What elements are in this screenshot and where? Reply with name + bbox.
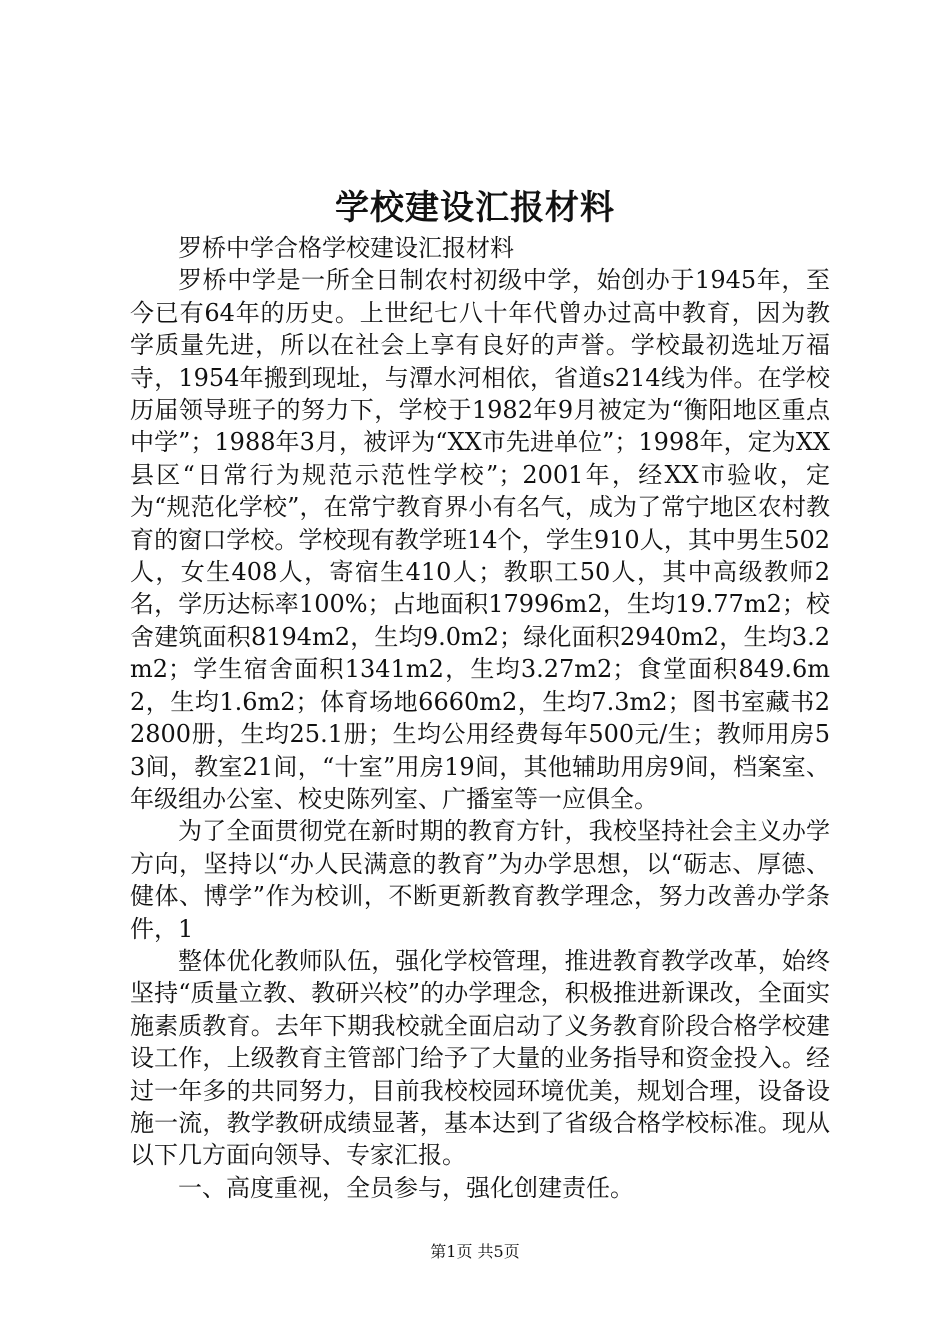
subtitle-paragraph: 罗桥中学合格学校建设汇报材料 [178,234,514,262]
school-overview-paragraph: 罗桥中学是一所全日制农村初级中学，始创办于1945年，至今已有64年的历史。上世纪七八十年代曾办过高中教育，因为教学质量先进，所以在社会上享有良好的声誉。学校最初选址万福寺，1954年搬到现址，与潭水河相依，省道s214线为伴。在学校历届领导班子的努力下，学校于1982年9月被定为“衡阳地区重点中学”；1988年3月，被评为“XX市先进单位”；1998年，定为XX县区“日常行为规范示范性学校”；2001年，经XX市验收，定为“规范化学校”，在常宁教育界小有名气，成为了常宁地区农村教育的窗口学校。学校现有教学班14个，学生910人，其中男生502人，女生408人，寄宿生410人；教职工50人，其中高级教师2名，学历达标率100%；占地面积17996m2，生均19.77m2；校舍建筑面积8194m2，生均9.0m2；绿化面积2940m2，生均3.2m2；学生宿舍面积1341m2，生均3.27m2；食堂面积849.6m2，生均1.6m2；体育场地6660m2，生均7.3m2；图书室藏书22800册，生均25.1册；生均公用经费每年500元/生；教师用房53间，教室21间，“十室”用房19间，其他辅助用房9间，档案室、年级组办公室、校史陈列室、广播室等一应俱全。 [130,266,830,813]
section-heading-paragraph: 一、高度重视，全员参与，强化创建责任。 [178,1173,634,1202]
document-body [130,232,830,1204]
document-title: 学校建设汇报材料 [335,188,615,228]
education-policy-paragraph: 为了全面贯彻党在新时期的教育方针，我校坚持社会主义办学方向，坚持以“办人民满意的教育”为办学思想，以“砺志、厚德、健体、博学”作为校训，不断更新教育教学理念，努力改善办学条件，1 [130,817,830,943]
page-footer: 第1页 共5页 [430,1242,520,1261]
improvement-summary-paragraph: 整体优化教师队伍，强化学校管理，推进教育教学改革，始终坚持“质量立教、教研兴校”的办学理念，积极推进新课改，全面实施素质教育。去年下期我校就全面启动了义务教育阶段合格学校建设工作，上级教育主管部门给予了大量的业务指导和资金投入。经过一年多的共同努力，目前我校校园环境优美，规划合理，设备设施一流，教学教研成绩显著，基本达到了省级合格学校标准。现从以下几方面向领导、专家汇报。 [130,946,830,1170]
